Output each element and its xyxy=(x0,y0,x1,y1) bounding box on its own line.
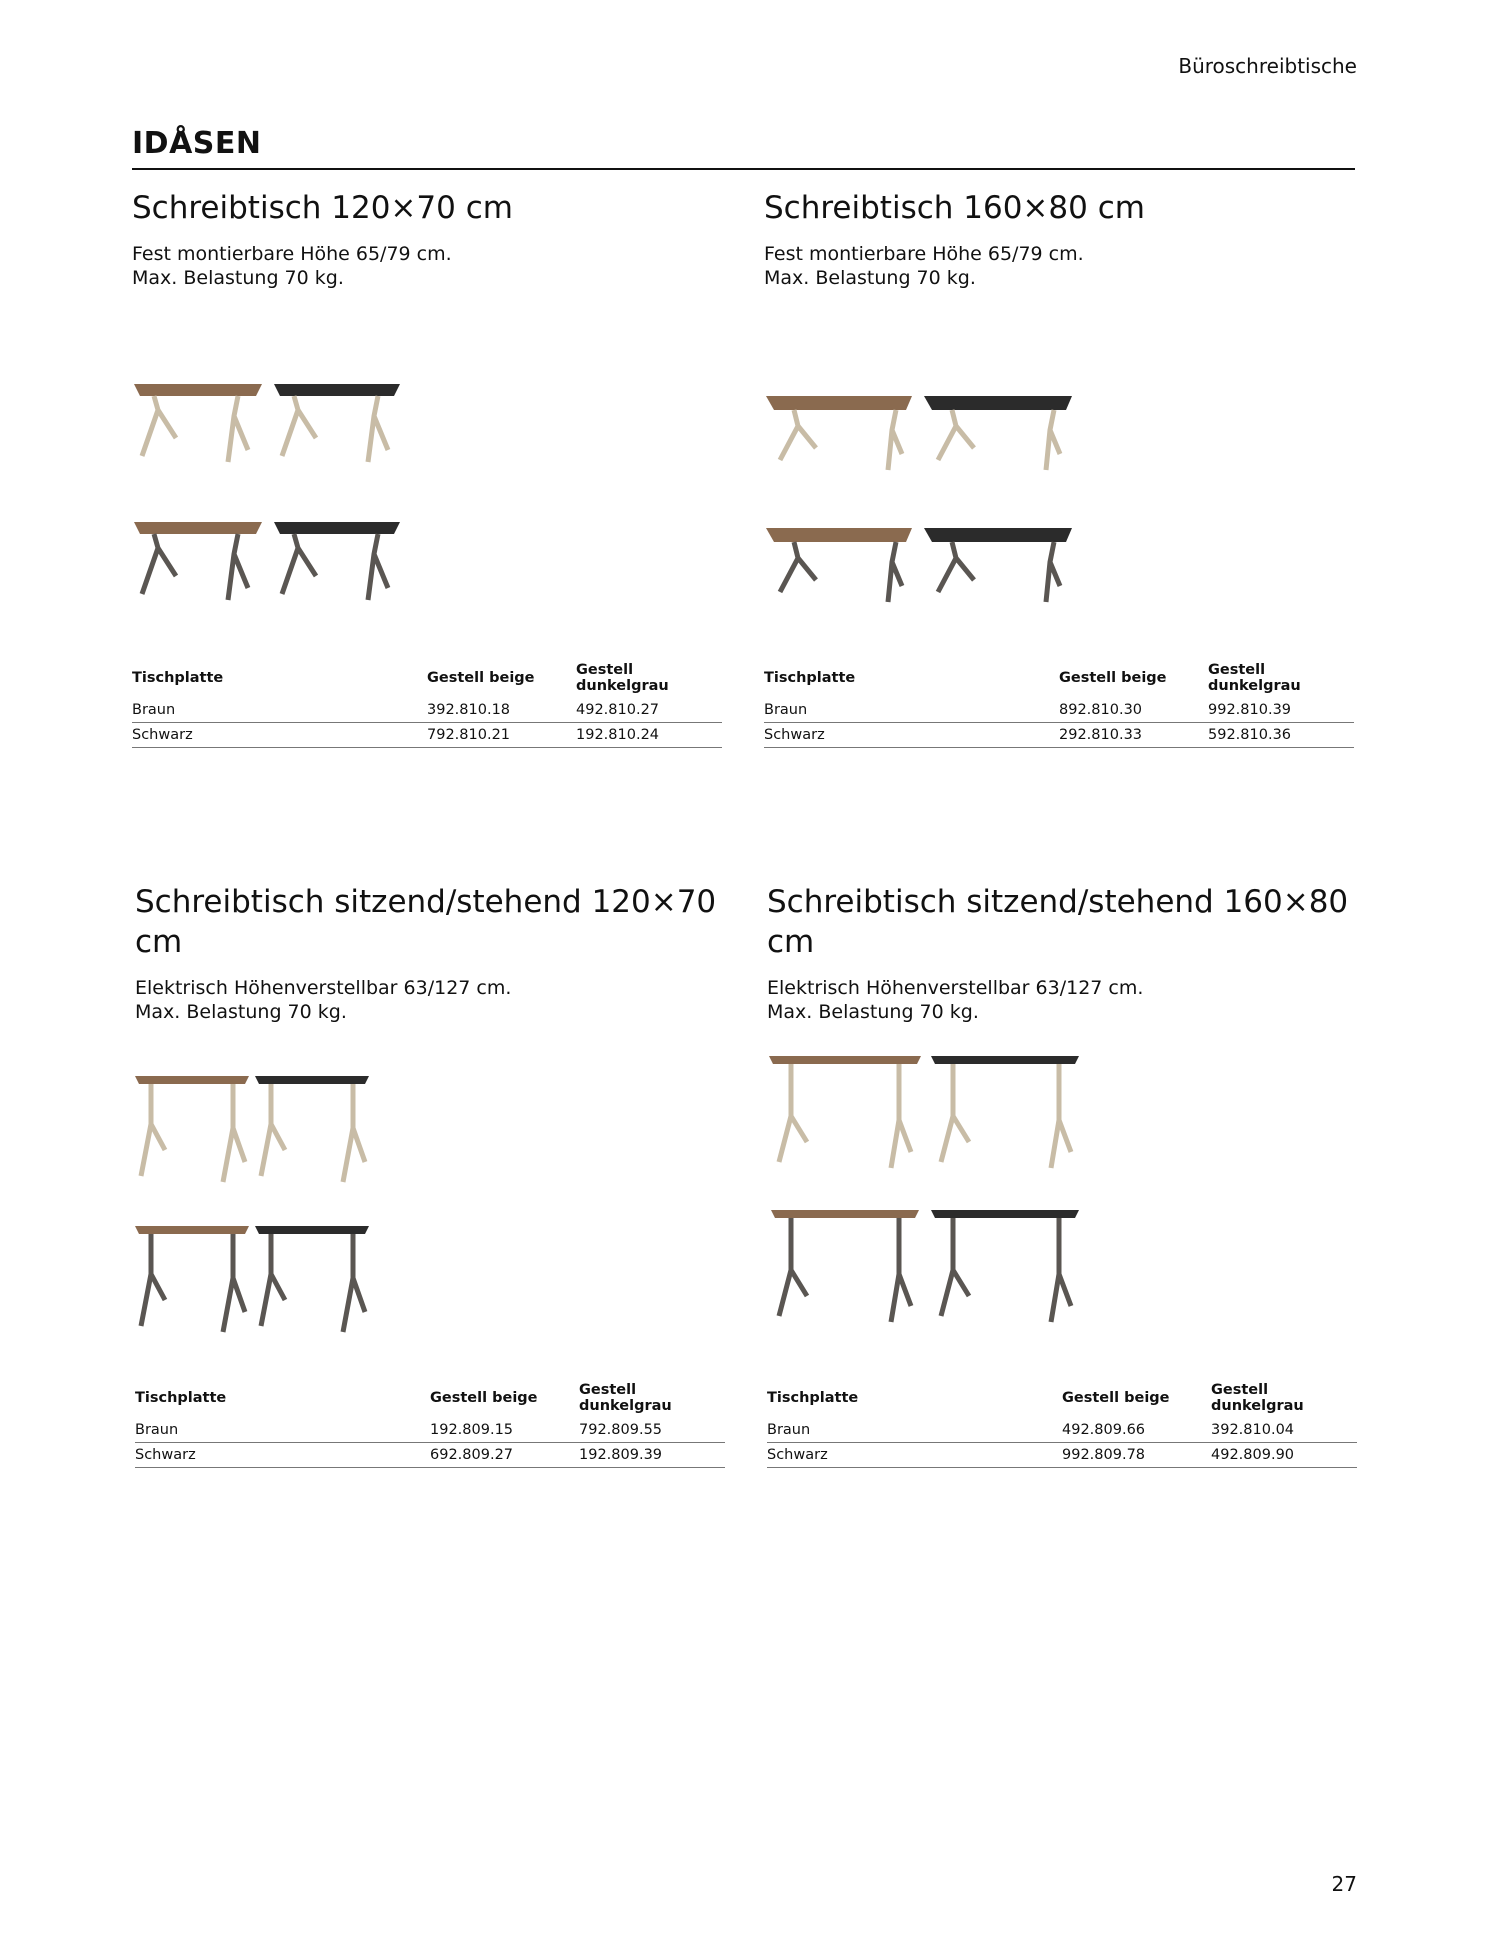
table-cell: Schwarz xyxy=(132,723,427,748)
table-row xyxy=(767,1443,1357,1468)
table-row xyxy=(135,1443,725,1468)
column-header: Gestell dunkelgrau xyxy=(1211,1382,1304,1414)
desk-image-brown-beige xyxy=(135,1076,249,1182)
column-header: Tischplatte xyxy=(767,1390,859,1406)
table-cell: Braun xyxy=(132,698,427,723)
table-cell: Schwarz xyxy=(764,723,1059,748)
section-description xyxy=(767,976,1357,1024)
product-section-desk-160x80 xyxy=(764,188,1354,743)
product-section-sit-stand-120x70 xyxy=(135,882,725,1463)
table-cell: Braun xyxy=(764,698,1059,723)
desk-image-black-beige xyxy=(924,396,1072,470)
description-line: Max. Belastung 70 kg. xyxy=(132,267,344,289)
series-title: IDÅSEN xyxy=(132,126,262,161)
page-number: 27 xyxy=(1331,1872,1357,1896)
desk-images-grid xyxy=(135,1072,385,1342)
section-title: Schreibtisch sitzend/stehend 120×70 cm xyxy=(135,884,717,960)
article-number-table xyxy=(132,662,722,748)
table-cell: 592.810.36 xyxy=(1208,723,1354,748)
section-title: Schreibtisch 120×70 cm xyxy=(132,190,513,226)
section-description xyxy=(132,242,722,290)
desk-image-black-beige xyxy=(931,1056,1079,1168)
desk-image-black-darkgrey xyxy=(274,522,400,600)
column-header: Tischplatte xyxy=(132,670,224,686)
desk-image-black-beige xyxy=(255,1076,369,1182)
table-cell: 492.810.27 xyxy=(576,698,722,723)
table-cell: 192.809.39 xyxy=(579,1443,725,1468)
table-row xyxy=(764,723,1354,748)
table-cell: 492.809.66 xyxy=(1062,1418,1211,1443)
description-line: Max. Belastung 70 kg. xyxy=(767,1001,979,1023)
table-cell: 792.809.55 xyxy=(579,1418,725,1443)
table-cell: Schwarz xyxy=(767,1443,1062,1468)
desk-images-grid xyxy=(132,380,412,620)
column-header: Gestell beige xyxy=(430,1390,538,1406)
desk-image-brown-beige xyxy=(769,1056,921,1168)
title-divider xyxy=(132,168,1355,170)
column-header: Gestell beige xyxy=(427,670,535,686)
desk-images-grid xyxy=(767,1052,1087,1342)
section-title: Schreibtisch sitzend/stehend 160×80 cm xyxy=(767,884,1349,960)
table-row xyxy=(132,723,722,748)
table-cell: 992.810.39 xyxy=(1208,698,1354,723)
table-cell: 692.809.27 xyxy=(430,1443,579,1468)
desk-image-brown-darkgrey xyxy=(134,522,262,600)
table-row xyxy=(135,1418,725,1443)
desk-image-black-darkgrey xyxy=(924,528,1072,602)
section-description xyxy=(135,976,725,1024)
page-category-header: Büroschreibtische xyxy=(1178,54,1357,78)
desk-image-black-darkgrey xyxy=(255,1226,369,1332)
article-number-table xyxy=(767,1382,1357,1468)
description-line: Elektrisch Höhenverstellbar 63/127 cm. xyxy=(135,977,512,999)
description-line: Elektrisch Höhenverstellbar 63/127 cm. xyxy=(767,977,1144,999)
description-line: Fest montierbare Höhe 65/79 cm. xyxy=(764,243,1084,265)
table-cell: 192.809.15 xyxy=(430,1418,579,1443)
column-header: Gestell beige xyxy=(1062,1390,1170,1406)
table-cell: Braun xyxy=(135,1418,430,1443)
desk-image-brown-beige xyxy=(766,396,912,470)
table-cell: 892.810.30 xyxy=(1059,698,1208,723)
desk-image-black-beige xyxy=(274,384,400,462)
table-cell: 492.809.90 xyxy=(1211,1443,1357,1468)
table-row xyxy=(132,698,722,723)
column-header: Tischplatte xyxy=(135,1390,227,1406)
article-number-table xyxy=(135,1382,725,1468)
desk-image-brown-darkgrey xyxy=(766,528,912,602)
table-cell: 392.810.04 xyxy=(1211,1418,1357,1443)
table-cell: 792.810.21 xyxy=(427,723,576,748)
desk-images-grid xyxy=(764,392,1084,622)
table-cell: Schwarz xyxy=(135,1443,430,1468)
table-cell: Braun xyxy=(767,1418,1062,1443)
section-title: Schreibtisch 160×80 cm xyxy=(764,190,1145,226)
description-line: Max. Belastung 70 kg. xyxy=(135,1001,347,1023)
table-row xyxy=(767,1418,1357,1443)
table-cell: 192.810.24 xyxy=(576,723,722,748)
table-cell: 392.810.18 xyxy=(427,698,576,723)
product-section-desk-120x70 xyxy=(132,188,722,743)
description-line: Fest montierbare Höhe 65/79 cm. xyxy=(132,243,452,265)
table-cell: 292.810.33 xyxy=(1059,723,1208,748)
section-description xyxy=(764,242,1354,290)
product-section-sit-stand-160x80 xyxy=(767,882,1357,1463)
column-header: Tischplatte xyxy=(764,670,856,686)
column-header: Gestell dunkelgrau xyxy=(576,662,669,694)
description-line: Max. Belastung 70 kg. xyxy=(764,267,976,289)
table-row xyxy=(764,698,1354,723)
article-number-table xyxy=(764,662,1354,748)
column-header: Gestell dunkelgrau xyxy=(1208,662,1301,694)
column-header: Gestell dunkelgrau xyxy=(579,1382,672,1414)
desk-image-brown-darkgrey xyxy=(771,1210,919,1322)
desk-image-brown-beige xyxy=(134,384,262,462)
table-cell: 992.809.78 xyxy=(1062,1443,1211,1468)
column-header: Gestell beige xyxy=(1059,670,1167,686)
desk-image-brown-darkgrey xyxy=(135,1226,249,1332)
desk-image-black-darkgrey xyxy=(931,1210,1079,1322)
